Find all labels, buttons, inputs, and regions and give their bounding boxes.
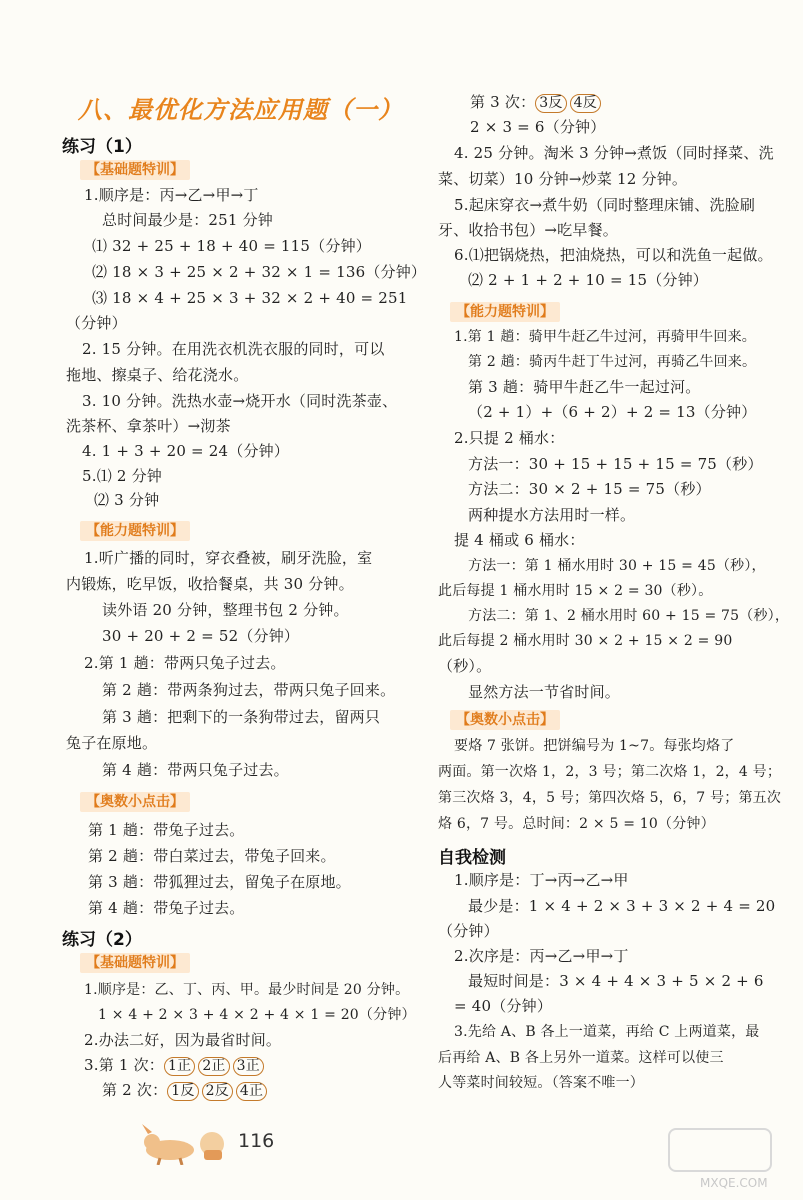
answer-line: 1.听广播的同时，穿衣叠被，刷牙洗脸，室 (84, 549, 373, 567)
answer-line: 第 4 趟：带两只兔子过去。 (102, 761, 289, 779)
chapter-title: 八、最优化方法应用题（一） (78, 96, 403, 124)
answer-line: 2.办法二好，因为最省时间。 (84, 1031, 282, 1049)
answer-line: 人等菜时间较短。（答案不唯一） (438, 1075, 644, 1091)
answer-line: 第 4 趟：带兔子过去。 (88, 899, 245, 917)
answer-line: 第 3 趟：把剩下的一条狗带过去，留两只 (102, 708, 381, 726)
answer-line: 1 × 4 + 2 × 3 + 4 × 2 + 4 × 1 = 20（分钟） (98, 1007, 416, 1023)
step-label: 第 2 次： (102, 1081, 168, 1099)
answer-line-circled (470, 92, 604, 113)
answer-line: 烙 6，7 号。总时间：2 × 5 = 10（分钟） (438, 816, 715, 832)
answer-line: 两种提水方法用时一样。 (468, 506, 636, 524)
answer-line: 5.起床穿衣→煮牛奶（同时整理床铺、洗脸刷 (454, 196, 756, 214)
answer-line: ⑶ 18 × 4 + 25 × 3 + 32 × 2 + 40 = 251 (92, 289, 408, 307)
answer-line: （分钟） (66, 314, 127, 332)
answer-line: 方法一：第 1 桶水用时 30 + 15 = 45（秒）， (468, 558, 766, 574)
answer-line: 提 4 桶或 6 桶水： (454, 531, 585, 549)
self-check-heading: 自我检测 (438, 848, 506, 868)
answer-line: 洗茶杯、拿茶叶）→沏茶 (66, 417, 231, 435)
answer-line: 最短时间是：3 × 4 + 4 × 3 + 5 × 2 + 6 (468, 972, 764, 990)
answer-line: 1.顺序是：丁→丙→乙→甲 (454, 871, 629, 889)
basic-training-tag: 【基础题特训】 (80, 160, 190, 180)
circled-step: 2反 (202, 1082, 233, 1101)
ability-training-tag: 【能力题特训】 (80, 521, 190, 541)
olympiad-tag: 【奥数小点击】 (80, 792, 190, 812)
answer-line: 方法一：30 + 15 + 15 + 15 = 75（秒） (468, 455, 763, 473)
answer-line: 第 3 趟：带狐狸过去，留兔子在原地。 (88, 873, 351, 891)
answer-line: 第 2 趟：带两条狗过去，带两只兔子回来。 (102, 681, 396, 699)
exercise-1-heading: 练习（1） (62, 137, 142, 157)
answer-line: 2. 15 分钟。在用洗衣机洗衣服的同时，可以 (82, 340, 385, 358)
watermark-logo (668, 1128, 772, 1172)
watermark-url: MXQE.COM (700, 1176, 768, 1190)
answer-line: ⑵ 2 + 1 + 2 + 10 = 15（分钟） (468, 271, 708, 289)
answer-line: 5.⑴ 2 分钟 (82, 467, 162, 485)
ability-training-tag-right: 【能力题特训】 (450, 302, 560, 322)
answer-line: 6.⑴把锅烧热，把油烧热，可以和洗鱼一起做。 (454, 246, 773, 264)
answer-line: 4. 25 分钟。淘米 3 分钟→煮饭（同时择菜、洗 (454, 144, 774, 162)
answer-line: （分钟） (438, 922, 499, 940)
circled-step: 3正 (233, 1057, 264, 1076)
answer-line: 1.顺序是：乙、丁、丙、甲。最少时间是 20 分钟。 (84, 982, 410, 998)
answer-line: 4. 1 + 3 + 20 = 24（分钟） (82, 442, 290, 460)
exercise-2-heading: 练习（2） (62, 930, 142, 950)
answer-line: 第三次烙 3，4，5 号；第四次烙 5，6，7 号；第五次 (438, 790, 782, 806)
answer-line: 内锻炼，吃早饭，收拾餐桌，共 30 分钟。 (66, 575, 354, 593)
answer-line: 读外语 20 分钟，整理书包 2 分钟。 (102, 601, 349, 619)
circled-step: 3反 (535, 94, 566, 113)
circled-step: 4正 (236, 1082, 267, 1101)
cartoon-mascot-icon (140, 1120, 235, 1165)
answer-line: 3.先给 A、B 各上一道菜，再给 C 上两道菜，最 (454, 1024, 760, 1040)
answer-line: 2.次序是：丙→乙→甲→丁 (454, 947, 629, 965)
answer-line: （秒）。 (438, 657, 492, 675)
answer-line: 方法二：第 1、2 桶水用时 60 + 15 = 75（秒）， (468, 608, 790, 624)
answer-line: 第 2 趟：带白菜过去，带兔子回来。 (88, 847, 336, 865)
answer-line: 此后每提 1 桶水用时 15 × 2 = 30（秒）。 (438, 583, 713, 599)
answer-line: 1.第 1 趟：骑甲牛赶乙牛过河，再骑甲牛回来。 (454, 329, 756, 345)
answer-line: ⑴ 32 + 25 + 18 + 40 = 115（分钟） (92, 237, 371, 255)
answer-line: 后再给 A、B 各上另外一道菜。这样可以使三 (438, 1050, 724, 1066)
answer-line: 2 × 3 = 6（分钟） (470, 118, 606, 136)
circled-step: 1正 (164, 1057, 195, 1076)
answer-line: 总时间最少是：251 分钟 (102, 211, 273, 229)
answer-line: 第 2 趟：骑丙牛赶丁牛过河，再骑乙牛回来。 (468, 354, 757, 370)
page-number: 116 (238, 1130, 275, 1152)
answer-line: 30 + 20 + 2 = 52（分钟） (102, 627, 300, 645)
answer-line: 第 1 趟：带兔子过去。 (88, 821, 245, 839)
answer-line: 此后每提 2 桶水用时 30 × 2 + 15 × 2 = 90 (438, 633, 733, 649)
circled-step: 1反 (167, 1082, 198, 1101)
answer-line: 菜、切菜）10 分钟→炒菜 12 分钟。 (438, 170, 688, 188)
answer-line: ⑵ 18 × 3 + 25 × 2 + 32 × 1 = 136（分钟） (92, 263, 427, 281)
step-label: 第 3 次： (470, 93, 536, 111)
circled-step: 4反 (570, 94, 601, 113)
answer-line: 3. 10 分钟。洗热水壶→烧开水（同时洗茶壶、 (82, 392, 398, 410)
answer-line: 最少是：1 × 4 + 2 × 3 + 3 × 2 + 4 = 20 (468, 897, 776, 915)
answer-line: 2.只提 2 桶水： (454, 429, 565, 447)
answer-line: 要烙 7 张饼。把饼编号为 1~7。每张均烙了 (454, 738, 735, 754)
basic-training-tag-2: 【基础题特训】 (80, 953, 190, 973)
circled-step: 2正 (198, 1057, 229, 1076)
answer-line: 牙、收拾书包）→吃早餐。 (438, 221, 618, 239)
answer-line-circled (84, 1055, 267, 1076)
answer-line: 方法二：30 × 2 + 15 = 75（秒） (468, 480, 711, 498)
step-label: 3.第 1 次： (84, 1056, 164, 1074)
answer-line: 兔子在原地。 (66, 734, 158, 752)
answer-line: （2 + 1）+（6 + 2）+ 2 = 13（分钟） (468, 403, 757, 421)
answer-line: ⑵ 3 分钟 (94, 491, 160, 509)
answer-line: 第 3 趟：骑甲牛赶乙牛一起过河。 (468, 378, 701, 396)
answer-line: 1.顺序是：丙→乙→甲→丁 (84, 186, 259, 204)
answer-line: 拖地、擦桌子、给花浇水。 (66, 366, 249, 384)
answer-line: = 40（分钟） (454, 997, 553, 1015)
answer-line: 两面。第一次烙 1，2，3 号；第二次烙 1，2，4 号； (438, 764, 782, 780)
answer-line: 2.第 1 趟：带两只兔子过去。 (84, 654, 286, 672)
answer-line-circled (102, 1080, 270, 1101)
olympiad-tag-right: 【奥数小点击】 (450, 710, 560, 730)
answer-line: 显然方法一节省时间。 (468, 683, 621, 701)
